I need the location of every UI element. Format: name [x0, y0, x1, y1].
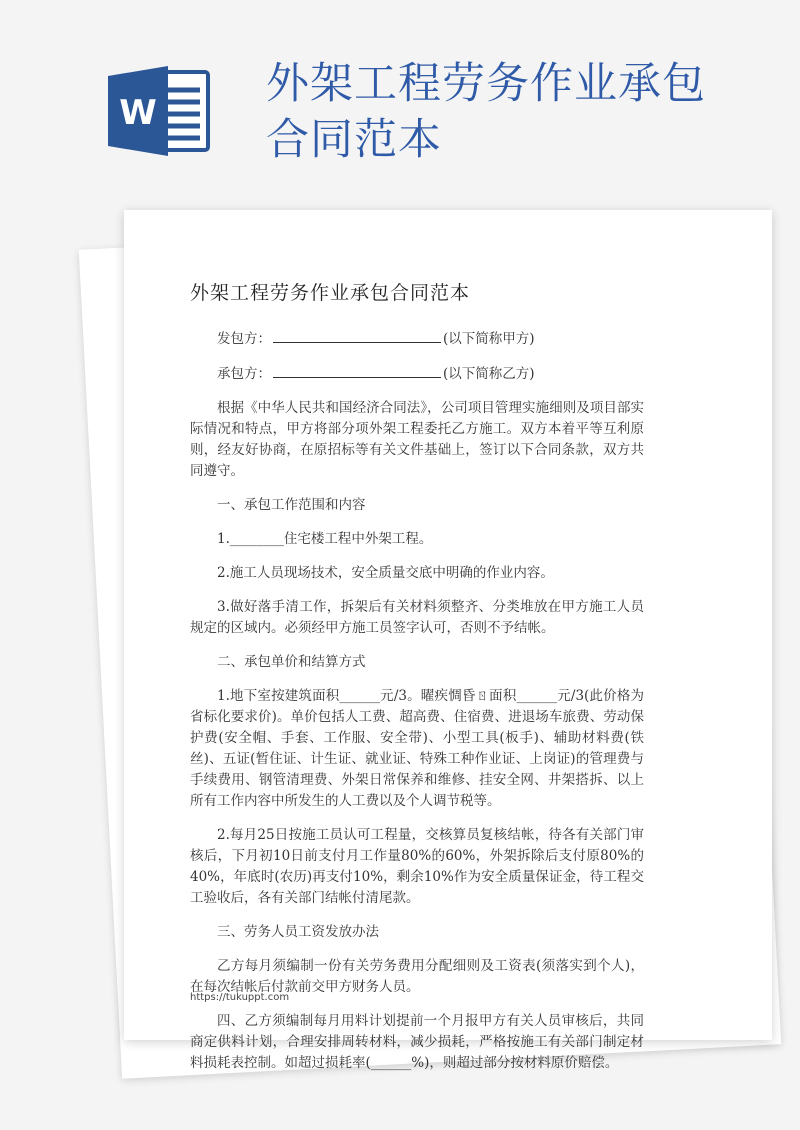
section-heading: 二、承包单价和结算方式: [217, 654, 366, 670]
word-document-icon: [108, 66, 214, 156]
party-a-line: [190, 328, 644, 350]
paragraph: 2.每月25日按施工员认可工程量，交核算员复核结帐，待各有关部门审核后，下月初10日前支付月工作量80%的60%，外架拆除后支付原80%的40%，年底时(农历)再支付10%，剩余10%作为安全质量保证金，待工程交工验收后，各有关部门结帐付清尾款。: [190, 827, 644, 906]
document-page: [124, 210, 772, 1071]
footer-url: https://tukuppt.com: [190, 992, 290, 1003]
paragraph: 3.做好落手清工作，拆架后有关材料须整齐、分类堆放在甲方施工人员规定的区域内。必须经甲方施工员签字认可，否则不予结帐。: [190, 599, 644, 636]
party-b-suffix: (以下简称乙方): [443, 366, 535, 382]
paragraph: 1.________住宅楼工程中外架工程。: [217, 531, 433, 547]
party-b-blank: [273, 363, 441, 378]
paragraph: 根据《中华人民共和国经济合同法》，公司项目管理实施细则及项目部实际情况和特点，甲方将部分项外架工程委托乙方施工。双方本着平等互利原则，经友好协商，在原招标等有关文件基础上，签订以下合同条款，双方共同遵守。: [190, 400, 644, 479]
section-heading: 三、劳务人员工资发放办法: [217, 924, 379, 940]
document-title: 外架工程劳务作业承包合同范本: [190, 282, 471, 304]
party-b-line: [190, 363, 644, 385]
party-b-label: 承包方：: [217, 366, 271, 382]
paragraph: 1.地下室按建筑面积______元/3。曜疾惆昏ㄖ面积______元/3(此价格为省标化要求价)。单价包括人工费、超高费、住宿费、进退场车旅费、劳动保护费(安全帽、手套、工作服、安全带)、小型工具(板手)、辅助材料费(铁丝)、五证(暂住证、计生证、就业证、特殊工种作业证、上岗证)的管理费与手续费用、钢管清理费、外架日常保养和维修、挂安全网、井架搭拆、以上所有工作内容中所发生的人工费以及个人调节税等。: [190, 688, 644, 809]
paragraph: 四、乙方须编制每月用料计划提前一个月报甲方有关人员审核后，共同商定供料计划，合理安排周转材料，减少损耗，严格按施工有关部门制定材料损耗表控制。如超过损耗率(______%)，则超过部分按材料原价赔偿。: [190, 1013, 644, 1071]
paragraph: 乙方每月须编制一份有关劳务费用分配细则及工资表(须落实到个人)，在每次结帐后付款前交甲方财务人员。: [190, 958, 644, 995]
party-a-suffix: (以下简称甲方): [443, 331, 535, 347]
party-a-label: 发包方：: [217, 331, 271, 347]
header-title: 外架工程劳务作业承包合同范本: [266, 59, 706, 165]
paragraph: 2.施工人员现场技术，安全质量交底中明确的作业内容。: [217, 565, 554, 581]
section-heading: 一、承包工作范围和内容: [217, 497, 366, 513]
document-body: [190, 328, 644, 1087]
svg-text:W: W: [119, 93, 157, 133]
party-a-blank: [273, 328, 441, 343]
